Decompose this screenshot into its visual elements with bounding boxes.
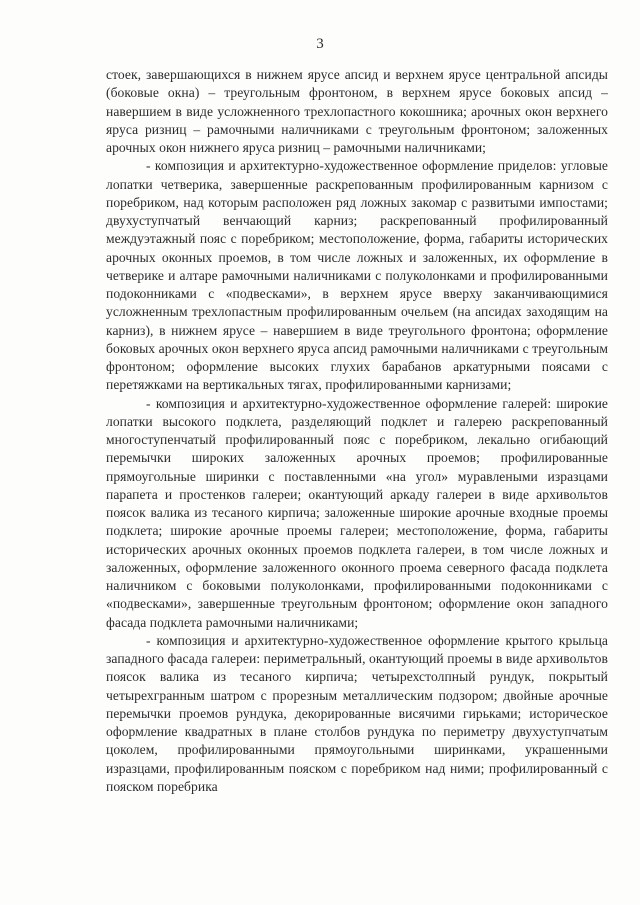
page-number: 3 <box>316 36 324 52</box>
paragraph-chapels: - композиция и архитектурно-художественное оформление приделов: угловые лопатки четверика, завершенные раскрепованным профилированным карнизом с поребриком, над которым расположен ряд ложных закомар с развитыми импостами; двухуступчатый венчающий карниз; раскрепованный профилированный междуэтажный пояс с поребриком; местоположение, форма, габариты исторических арочных оконных проемов, в том числе ложных и заложенных, их оформление в четверике и алтаре рамочными наличниками с полуколонками и профилированными подоконниками с «подвесками», в верхнем ярусе вверху заканчивающимися усложненным трехлопастным профилированным очельем (на апсидах заходящим на карниз), в нижнем ярусе – навершием в виде треугольного фронтона; оформление боковых арочных окон верхнего яруса апсид рамочными наличниками с треугольным фронтоном; оформление высоких глухих барабанов аркатурными поясами с перетяжками на вертикальных тягах, профилированными карнизами; <box>106 158 608 393</box>
paragraph-galleries: - композиция и архитектурно-художественное оформление галерей: широкие лопатки высокого подклета, разделяющий подклет и галерею раскрепованный многоступенчатый профилированный пояс с поребриком, лекально огибающий перемычки широких заложенных арочных проемов; профилированные прямоугольные ширинки с поставленными «на угол» муравлеными изразцами парапета и простенков галереи; окантующий аркаду галереи в виде архивольтов поясок валика из тесаного кирпича; заложенные широкие арочные входные проемы подклета; широкие арочные проемы галереи; местоположение, форма, габариты исторических арочных оконных проемов подклета галереи, в том числе ложных и заложенных, оформление заложенного оконного проема северного фасада подклета наличником с боковыми полуколонками, профилированными подоконниками с «подвесками», завершенные треугольным фронтоном; оформление окон западного фасада подклета рамочными наличниками; <box>106 395 608 630</box>
paragraph-continuation: стоек, завершающихся в нижнем ярусе апсид и верхнем ярусе центральной апсиды (боковые окна) – треугольным фронтоном, в верхнем ярусе боковых апсид – навершием в виде усложненного трехлопастного кокошника; арочных окон верхнего яруса ризниц – рамочными наличниками с треугольным фронтоном; заложенных арочных окон нижнего яруса ризниц – рамочными наличниками; <box>106 67 608 155</box>
document-body <box>106 66 608 796</box>
paragraph-porch: - композиция и архитектурно-художественное оформление крытого крыльца западного фасада галереи: периметральный, окантующий проемы в виде архивольтов поясок валика из тесаного кирпича; четырехстолпный рундук, покрытый четырехгранным шатром с прорезным металлическим подзором; двойные арочные перемычки проемов рундука, декорированные висячими гирьками; историческое оформление квадратных в плане столбов рундука по периметру двухуступчатым цоколем, профилированными прямоугольными ширинками, украшенными изразцами, профилированным пояском с поребриком над ними; профилированный с пояском поребрика <box>106 632 608 794</box>
